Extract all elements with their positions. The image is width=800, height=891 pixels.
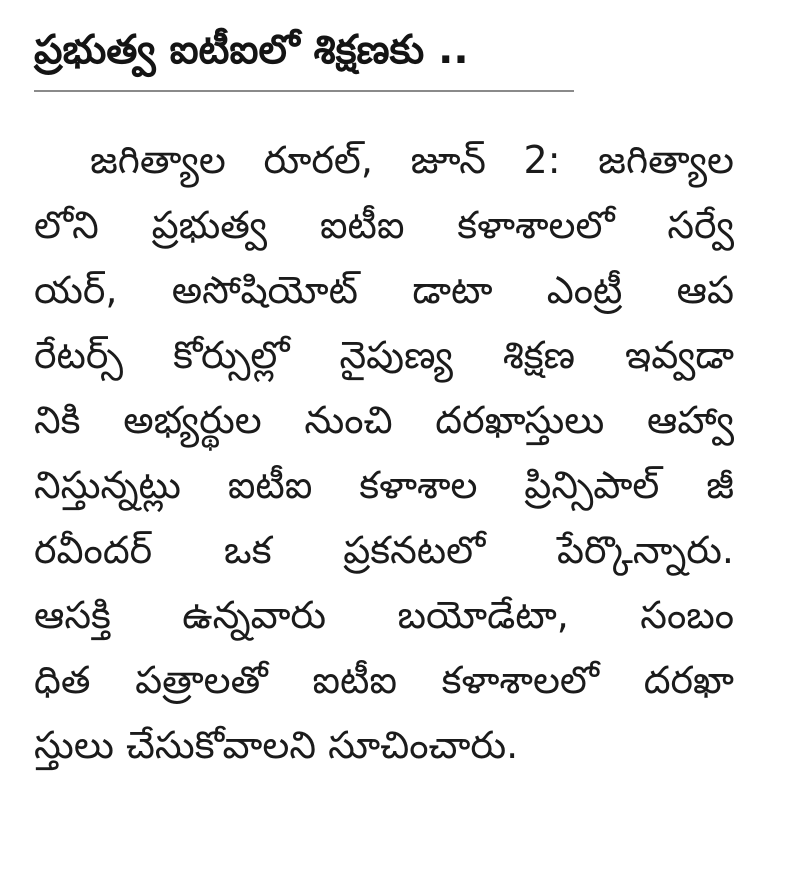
headline-divider <box>34 90 574 92</box>
article-body <box>34 128 734 778</box>
body-line: జగిత్యాల రూరల్, జూన్ 2: జగిత్యాల <box>90 138 734 182</box>
article-headline: ప్రభుత్వ ఐటీఐలో శిక్షణకు .. <box>34 27 469 73</box>
body-line: నికి అభ్యర్థుల నుంచి దరఖాస్తులు ఆహ్వా <box>34 398 734 442</box>
body-line: రవీందర్ ఒక ప్రకనటలో పేర్కొన్నారు. <box>34 528 734 572</box>
body-line: స్తులు చేసుకోవాలని సూచించారు. <box>34 723 519 767</box>
body-line: ఆసక్తి ఉన్నవారు బయోడేటా, సంబం <box>34 593 734 637</box>
body-line: రేటర్స్ కోర్సుల్లో నైపుణ్య శిక్షణ ఇవ్వడా <box>34 333 734 377</box>
body-line: నిస్తున్నట్లు ఐటీఐ కళాశాల ప్రిన్సిపాల్ జీ <box>34 463 734 507</box>
body-line: యర్, అసోషియోట్ డాటా ఎంట్రీ ఆప <box>34 268 734 312</box>
body-line: ధిత పత్రాలతో ఐటీఐ కళాశాలలో దరఖా <box>34 658 734 702</box>
body-line: లోని ప్రభుత్వ ఐటీఐ కళాశాలలో సర్వే <box>34 203 734 247</box>
